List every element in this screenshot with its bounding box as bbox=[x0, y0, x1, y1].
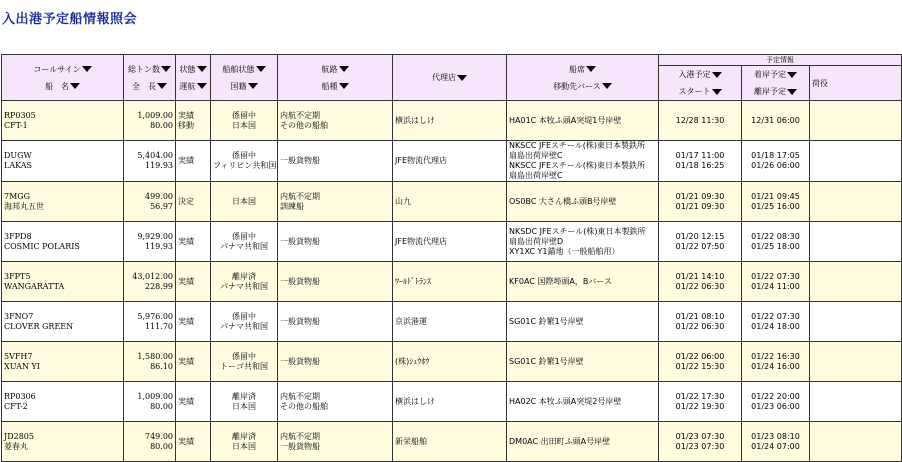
cell-arrival-start bbox=[659, 101, 742, 141]
cell-agent-line: ﾜｰﾙﾄﾞﾄﾗﾝｽ bbox=[395, 276, 431, 286]
cell-agent bbox=[393, 262, 507, 302]
table-body bbox=[2, 101, 902, 462]
cell-tonnage-length-line: 1,580.00 bbox=[137, 351, 173, 361]
cell-tonnage-length bbox=[124, 222, 176, 262]
cell-agent bbox=[393, 101, 507, 141]
cell-agent-line: JFE物流代理店 bbox=[395, 236, 448, 246]
table-row[interactable] bbox=[2, 302, 902, 342]
cell-berthing-departure-line: 01/22 16:30 bbox=[751, 351, 800, 361]
cell-callsign-name-line: RP0305 bbox=[4, 110, 36, 120]
cell-berthing-departure bbox=[742, 222, 810, 262]
cell-route-shiptype-line: 一般貨物船 bbox=[280, 441, 320, 451]
cell-berthing-departure-line: 01/24 11:00 bbox=[751, 281, 800, 291]
cell-shipstate-nationality-line: パナマ共和国 bbox=[220, 241, 268, 251]
cell-berth bbox=[507, 262, 659, 302]
cell-callsign-name-line: XUAN YI bbox=[4, 361, 40, 371]
sort-triangle-icon bbox=[712, 72, 722, 78]
cell-shipstate-nationality-line: 日本国 bbox=[232, 441, 256, 451]
cell-state-operation bbox=[176, 422, 211, 462]
table-row[interactable] bbox=[2, 342, 902, 382]
cell-shipstate-nationality-line: 係留中 bbox=[232, 311, 256, 321]
cell-tonnage-length-line: 111.70 bbox=[145, 321, 173, 331]
cell-route-shiptype bbox=[278, 222, 393, 262]
cell-berth bbox=[507, 302, 659, 342]
cell-berthing-departure-line: 01/26 06:00 bbox=[751, 161, 800, 170]
cell-tonnage-length-line: 5,404.00 bbox=[137, 151, 173, 160]
cell-callsign-name bbox=[2, 422, 124, 462]
cell-shipstate-nationality-line: 離岸済 bbox=[232, 431, 256, 441]
sort-start[interactable]: スタート bbox=[661, 83, 739, 100]
sort-triangle-icon bbox=[157, 83, 167, 89]
sort-arrival[interactable]: 入港予定 bbox=[661, 66, 739, 83]
cell-state-operation-line: 実績 bbox=[178, 356, 194, 366]
sort-triangle-icon bbox=[161, 66, 171, 72]
cell-arrival-start-line: 01/21 09:30 bbox=[675, 191, 725, 201]
cell-tonnage-length-line: 56.97 bbox=[150, 201, 173, 211]
sort-move-berth[interactable]: 移動先バース bbox=[509, 78, 656, 95]
cell-agent bbox=[393, 342, 507, 382]
cell-callsign-name-line: 3FPT5 bbox=[4, 271, 31, 281]
cell-tonnage-length-line: 119.93 bbox=[145, 241, 173, 251]
table-row[interactable] bbox=[2, 141, 902, 182]
ship-schedule-table-wrap bbox=[1, 54, 901, 462]
cell-shipstate-nationality-line: 日本国 bbox=[232, 120, 256, 130]
cell-route-shiptype bbox=[278, 141, 393, 182]
sort-ship-type[interactable]: 船種 bbox=[280, 78, 390, 95]
cell-tonnage-length bbox=[124, 342, 176, 382]
cell-arrival-start bbox=[659, 342, 742, 382]
cell-berthing-departure-line: 01/23 06:00 bbox=[751, 401, 800, 411]
cell-berth-line: NKSCC JFEスチール(株)東日本製鉄所 扇島出荷岸壁C bbox=[509, 161, 653, 180]
cell-shipstate-nationality-line: フィリピン共和国 bbox=[213, 161, 277, 170]
cell-arrival-start-line: 01/23 07:30 bbox=[675, 431, 725, 441]
cell-cargo bbox=[810, 342, 902, 382]
table-row[interactable] bbox=[2, 222, 902, 262]
cell-callsign-name-line: LAKAS bbox=[4, 161, 32, 170]
cell-callsign-name bbox=[2, 222, 124, 262]
cell-arrival-start-line: 01/17 11:00 bbox=[675, 151, 725, 160]
sort-length[interactable]: 全 長 bbox=[126, 78, 173, 95]
cell-callsign-name bbox=[2, 342, 124, 382]
cell-route-shiptype-line: 内航不定期 bbox=[280, 431, 320, 441]
cell-berth bbox=[507, 382, 659, 422]
cell-arrival-start-line: 01/20 12:15 bbox=[675, 231, 725, 241]
cell-state-operation bbox=[176, 342, 211, 382]
sort-shipname[interactable]: 船 名 bbox=[4, 78, 121, 95]
header-tonnage-length bbox=[124, 55, 176, 101]
cell-state-operation bbox=[176, 382, 211, 422]
cell-agent-line: 横浜はしけ bbox=[395, 115, 435, 125]
header-cargo bbox=[810, 66, 902, 101]
cell-shipstate-nationality-line: 離岸済 bbox=[232, 271, 256, 281]
cell-state-operation bbox=[176, 141, 211, 182]
cell-tonnage-length-line: 80.00 bbox=[150, 441, 173, 451]
sort-state[interactable]: 状態 bbox=[178, 61, 208, 78]
cell-arrival-start-line: 01/18 16:25 bbox=[675, 161, 725, 170]
cell-shipstate-nationality-line: パナマ共和国 bbox=[220, 321, 268, 331]
table-row[interactable] bbox=[2, 101, 902, 141]
cell-berthing-departure-line: 01/22 07:30 bbox=[751, 271, 800, 281]
sort-triangle-icon bbox=[197, 66, 207, 72]
sort-triangle-icon bbox=[70, 83, 80, 89]
sort-ship-state[interactable]: 船舶状態 bbox=[213, 61, 275, 78]
cell-tonnage-length-line: 5,976.00 bbox=[137, 311, 173, 321]
cell-tonnage-length-line: 499.00 bbox=[145, 191, 173, 201]
cell-route-shiptype-line: 内航不定期 bbox=[280, 110, 320, 120]
cell-agent-line: (株)ｼｭｳﾎｳ bbox=[395, 356, 430, 366]
cell-arrival-start bbox=[659, 422, 742, 462]
cell-callsign-name bbox=[2, 262, 124, 302]
cell-shipstate-nationality bbox=[211, 382, 278, 422]
cell-shipstate-nationality bbox=[211, 101, 278, 141]
cell-callsign-name-line: 5VFH7 bbox=[4, 351, 33, 361]
cell-tonnage-length-line: 43,012.00 bbox=[132, 271, 173, 281]
cell-route-shiptype-line: 一般貨物船 bbox=[280, 356, 320, 366]
cell-berth bbox=[507, 422, 659, 462]
cell-route-shiptype bbox=[278, 422, 393, 462]
cell-state-operation bbox=[176, 262, 211, 302]
sort-operation[interactable]: 運航 bbox=[178, 78, 208, 95]
cell-callsign-name-line: 7MGG bbox=[4, 191, 31, 201]
sort-triangle-icon bbox=[82, 66, 92, 72]
cell-arrival-start bbox=[659, 222, 742, 262]
sort-berthing[interactable]: 着岸予定 bbox=[744, 66, 807, 83]
sort-triangle-icon bbox=[457, 75, 467, 81]
cell-callsign-name-line: CFT-2 bbox=[4, 401, 28, 411]
cell-route-shiptype-line: 一般貨物船 bbox=[280, 276, 320, 286]
cell-tonnage-length-line: 86.10 bbox=[150, 361, 173, 371]
header-berth bbox=[507, 55, 659, 101]
cell-arrival-start bbox=[659, 262, 742, 302]
cell-agent bbox=[393, 302, 507, 342]
cell-route-shiptype-line: 訓練船 bbox=[280, 201, 304, 211]
cell-shipstate-nationality-line: 係留中 bbox=[232, 110, 256, 120]
cell-agent bbox=[393, 222, 507, 262]
cell-cargo bbox=[810, 182, 902, 222]
cell-berth bbox=[507, 222, 659, 262]
cell-tonnage-length-line: 228.99 bbox=[145, 281, 173, 291]
cell-shipstate-nationality-line: 日本国 bbox=[232, 401, 256, 411]
cell-callsign-name bbox=[2, 182, 124, 222]
cell-tonnage-length-line: 1,009.00 bbox=[137, 391, 173, 401]
cell-arrival-start-line: 01/22 06:30 bbox=[675, 281, 725, 291]
cell-shipstate-nationality-line: 係留中 bbox=[232, 351, 256, 361]
cell-callsign-name-line: WANGARATTA bbox=[4, 281, 65, 291]
cell-berthing-departure-line: 01/22 07:30 bbox=[751, 311, 800, 321]
cell-berth-line: SG01C 鈴繁1号岸壁 bbox=[509, 356, 584, 366]
cell-state-operation bbox=[176, 222, 211, 262]
cell-agent-line: 横浜はしけ bbox=[395, 396, 435, 406]
cell-state-operation-line: 実績 bbox=[178, 110, 194, 120]
ship-schedule-table bbox=[1, 54, 902, 462]
cell-cargo bbox=[810, 101, 902, 141]
cell-shipstate-nationality bbox=[211, 302, 278, 342]
sort-triangle-icon bbox=[339, 66, 349, 72]
cell-callsign-name-line: 海邦丸五世 bbox=[4, 201, 44, 211]
cell-callsign-name-line: COSMIC POLARIS bbox=[4, 241, 80, 251]
cell-route-shiptype bbox=[278, 342, 393, 382]
cell-agent bbox=[393, 382, 507, 422]
sort-route[interactable]: 航路 bbox=[280, 61, 390, 78]
cell-berth-line: XY1XC Y1錨地（一般船舶用） bbox=[509, 246, 620, 256]
sort-nationality[interactable]: 国籍 bbox=[213, 78, 275, 95]
table-row[interactable] bbox=[2, 382, 902, 422]
cell-cargo bbox=[810, 382, 902, 422]
cell-berthing-departure-line: 01/25 18:00 bbox=[751, 241, 800, 251]
cell-route-shiptype-line: その他の船舶 bbox=[280, 120, 328, 130]
cell-agent-line: 新栄船舶 bbox=[395, 436, 427, 446]
cell-arrival-start-line: 01/22 06:00 bbox=[675, 351, 725, 361]
cell-state-operation-line: 移動 bbox=[178, 120, 194, 130]
sort-triangle-icon bbox=[248, 83, 258, 89]
cell-arrival-start-line: 01/22 19:30 bbox=[675, 401, 725, 411]
cell-tonnage-length-line: 80.00 bbox=[150, 401, 173, 411]
cell-arrival-start-line: 01/22 15:30 bbox=[675, 361, 725, 371]
cell-state-operation-line: 実績 bbox=[178, 436, 194, 446]
cell-arrival-start-line: 01/23 07:30 bbox=[675, 441, 725, 451]
cell-berthing-departure-line: 01/24 16:00 bbox=[751, 361, 800, 371]
cell-callsign-name-line: 菱春丸 bbox=[4, 441, 28, 451]
cell-berthing-departure-line: 12/31 06:00 bbox=[751, 115, 800, 125]
cell-state-operation-line: 決定 bbox=[178, 196, 194, 206]
cell-route-shiptype-line: 一般貨物船 bbox=[280, 236, 320, 246]
sort-triangle-icon bbox=[787, 72, 797, 78]
cell-state-operation bbox=[176, 182, 211, 222]
cell-cargo bbox=[810, 262, 902, 302]
cell-arrival-start-line: 01/21 08:10 bbox=[675, 311, 725, 321]
sort-triangle-icon bbox=[256, 66, 266, 72]
cell-tonnage-length-line: 1,009.00 bbox=[137, 110, 173, 120]
cell-callsign-name bbox=[2, 141, 124, 182]
cell-arrival-start-line: 12/28 11:30 bbox=[675, 115, 725, 125]
cell-tonnage-length bbox=[124, 262, 176, 302]
cell-berth-line: NKSCC JFEスチール(株)東日本製鉄所 扇島出荷岸壁C bbox=[509, 141, 653, 160]
cell-callsign-name-line: CLOVER GREEN bbox=[4, 321, 74, 331]
cell-berthing-departure bbox=[742, 342, 810, 382]
cell-state-operation bbox=[176, 101, 211, 141]
cell-route-shiptype-line: 一般貨物船 bbox=[280, 316, 320, 326]
cell-arrival-start bbox=[659, 302, 742, 342]
sort-triangle-icon bbox=[712, 89, 722, 95]
cell-berth bbox=[507, 141, 659, 182]
cell-berthing-departure-line: 01/25 16:00 bbox=[751, 201, 800, 211]
cell-berthing-departure bbox=[742, 182, 810, 222]
cell-state-operation-line: 実績 bbox=[178, 316, 194, 326]
cell-state-operation-line: 実績 bbox=[178, 236, 194, 246]
table-row[interactable] bbox=[2, 182, 902, 222]
cell-shipstate-nationality-line: 係留中 bbox=[232, 231, 256, 241]
cell-tonnage-length bbox=[124, 382, 176, 422]
cell-shipstate-nationality bbox=[211, 342, 278, 382]
cell-callsign-name-line: CFT-1 bbox=[4, 120, 28, 130]
cell-route-shiptype bbox=[278, 302, 393, 342]
cell-berth bbox=[507, 101, 659, 141]
cell-agent-line: 京浜港運 bbox=[395, 316, 427, 326]
cell-agent-line: JFE物流代理店 bbox=[395, 156, 448, 165]
table-row[interactable] bbox=[2, 422, 902, 462]
cell-berth bbox=[507, 342, 659, 382]
cell-shipstate-nationality-line: トーゴ共和国 bbox=[220, 361, 268, 371]
cell-berth-line: DM0AC 出田町ふ頭A号岸壁 bbox=[509, 436, 611, 446]
cell-arrival-start bbox=[659, 141, 742, 182]
cell-route-shiptype-line: 内航不定期 bbox=[280, 391, 320, 401]
cell-berthing-departure-line: 01/24 18:00 bbox=[751, 321, 800, 331]
sort-cargo[interactable]: 荷役 bbox=[812, 78, 828, 88]
cell-tonnage-length-line: 749.00 bbox=[145, 431, 173, 441]
header-state-operation bbox=[176, 55, 211, 101]
cell-berthing-departure-line: 01/24 07:00 bbox=[751, 441, 800, 451]
sort-triangle-icon bbox=[787, 89, 797, 95]
header-callsign-shipname bbox=[2, 55, 124, 101]
sort-departure[interactable]: 離岸予定 bbox=[744, 83, 807, 100]
cell-shipstate-nationality-line: 係留中 bbox=[232, 151, 256, 160]
cell-shipstate-nationality-line: 日本国 bbox=[232, 196, 256, 206]
cell-route-shiptype bbox=[278, 382, 393, 422]
sort-callsign[interactable]: コールサイン bbox=[4, 61, 121, 78]
cell-tonnage-length bbox=[124, 422, 176, 462]
header-berthing-departure bbox=[742, 66, 810, 101]
cell-berth-line: HA02C 本牧ふ頭A突堤2号岸壁 bbox=[509, 396, 622, 406]
sort-triangle-icon bbox=[586, 66, 596, 72]
table-row[interactable] bbox=[2, 262, 902, 302]
cell-berthing-departure bbox=[742, 422, 810, 462]
cell-callsign-name-line: RP0306 bbox=[4, 391, 36, 401]
cell-arrival-start-line: 01/21 14:10 bbox=[675, 271, 725, 281]
cell-berthing-departure-line: 01/18 17:05 bbox=[751, 151, 800, 160]
cell-shipstate-nationality bbox=[211, 141, 278, 182]
cell-state-operation bbox=[176, 302, 211, 342]
cell-berthing-departure-line: 01/22 20:00 bbox=[751, 391, 800, 401]
cell-route-shiptype bbox=[278, 262, 393, 302]
cell-callsign-name bbox=[2, 302, 124, 342]
sort-triangle-icon bbox=[602, 83, 612, 89]
cell-berth-line: OS0BC 大さん橋ふ頭B号岸壁 bbox=[509, 196, 617, 206]
cell-callsign-name-line: 3FNO7 bbox=[4, 311, 34, 321]
cell-route-shiptype bbox=[278, 182, 393, 222]
cell-berthing-departure bbox=[742, 262, 810, 302]
cell-callsign-name bbox=[2, 382, 124, 422]
cell-callsign-name-line: DUGW bbox=[4, 151, 32, 160]
cell-tonnage-length-line: 9,929.00 bbox=[137, 231, 173, 241]
sort-tonnage[interactable]: 総トン数 bbox=[126, 61, 173, 78]
cell-state-operation-line: 実績 bbox=[178, 156, 194, 165]
sort-agent[interactable]: 代理店 bbox=[395, 69, 504, 86]
header-route-shiptype bbox=[278, 55, 393, 101]
cell-berth bbox=[507, 182, 659, 222]
cell-arrival-start bbox=[659, 382, 742, 422]
cell-shipstate-nationality-line: 離岸済 bbox=[232, 391, 256, 401]
cell-state-operation-line: 実績 bbox=[178, 396, 194, 406]
header-shipstate-nationality bbox=[211, 55, 278, 101]
cell-arrival-start-line: 01/22 06:30 bbox=[675, 321, 725, 331]
cell-shipstate-nationality bbox=[211, 262, 278, 302]
cell-route-shiptype-line: 一般貨物船 bbox=[280, 156, 320, 165]
cell-berth-line: SG01C 鈴繁1号岸壁 bbox=[509, 316, 584, 326]
cell-shipstate-nationality bbox=[211, 182, 278, 222]
cell-berth-line: KF0AC 国際埠頭A，Bバース bbox=[509, 276, 612, 286]
sort-berth[interactable]: 船席 bbox=[509, 61, 656, 78]
cell-berthing-departure bbox=[742, 141, 810, 182]
cell-berthing-departure bbox=[742, 302, 810, 342]
cell-callsign-name-line: JD2805 bbox=[4, 431, 34, 441]
cell-shipstate-nationality bbox=[211, 422, 278, 462]
cell-tonnage-length-line: 119.93 bbox=[145, 161, 173, 170]
cell-agent bbox=[393, 141, 507, 182]
cell-callsign-name bbox=[2, 101, 124, 141]
cell-shipstate-nationality-line: パナマ共和国 bbox=[220, 281, 268, 291]
cell-route-shiptype-line: その他の船舶 bbox=[280, 401, 328, 411]
cell-shipstate-nationality bbox=[211, 222, 278, 262]
cell-agent bbox=[393, 422, 507, 462]
cell-tonnage-length-line: 80.00 bbox=[150, 120, 173, 130]
cell-berthing-departure bbox=[742, 101, 810, 141]
cell-berth-line: HA01C 本牧ふ頭A突堤1号岸壁 bbox=[509, 115, 622, 125]
cell-berthing-departure bbox=[742, 382, 810, 422]
cell-agent-line: 山九 bbox=[395, 196, 411, 206]
cell-berth-line: NKSDC JFEスチール(株)東日本製鉄所 扇島出荷岸壁D bbox=[509, 226, 654, 246]
cell-cargo bbox=[810, 302, 902, 342]
cell-berthing-departure-line: 01/22 08:30 bbox=[751, 231, 800, 241]
header-arrival-start bbox=[659, 66, 742, 101]
cell-cargo bbox=[810, 222, 902, 262]
cell-tonnage-length bbox=[124, 302, 176, 342]
cell-berthing-departure-line: 01/23 08:10 bbox=[751, 431, 800, 441]
cell-callsign-name-line: 3FPD8 bbox=[4, 231, 32, 241]
cell-route-shiptype bbox=[278, 101, 393, 141]
cell-tonnage-length bbox=[124, 182, 176, 222]
cell-tonnage-length bbox=[124, 141, 176, 182]
cell-arrival-start bbox=[659, 182, 742, 222]
cell-route-shiptype-line: 内航不定期 bbox=[280, 191, 320, 201]
cell-tonnage-length bbox=[124, 101, 176, 141]
cell-arrival-start-line: 01/21 09:30 bbox=[675, 201, 725, 211]
cell-berthing-departure-line: 01/21 09:45 bbox=[751, 191, 800, 201]
header-agent bbox=[393, 55, 507, 101]
cell-state-operation-line: 実績 bbox=[178, 276, 194, 286]
cell-arrival-start-line: 01/22 07:50 bbox=[675, 241, 725, 251]
cell-agent bbox=[393, 182, 507, 222]
sort-triangle-icon bbox=[197, 83, 207, 89]
page-title: 入出港予定船情報照会 bbox=[2, 12, 138, 27]
cell-cargo bbox=[810, 422, 902, 462]
cell-cargo bbox=[810, 141, 902, 182]
sort-triangle-icon bbox=[339, 83, 349, 89]
header-plan-info: 予定情報 bbox=[659, 55, 902, 66]
cell-arrival-start-line: 01/22 17:30 bbox=[675, 391, 725, 401]
